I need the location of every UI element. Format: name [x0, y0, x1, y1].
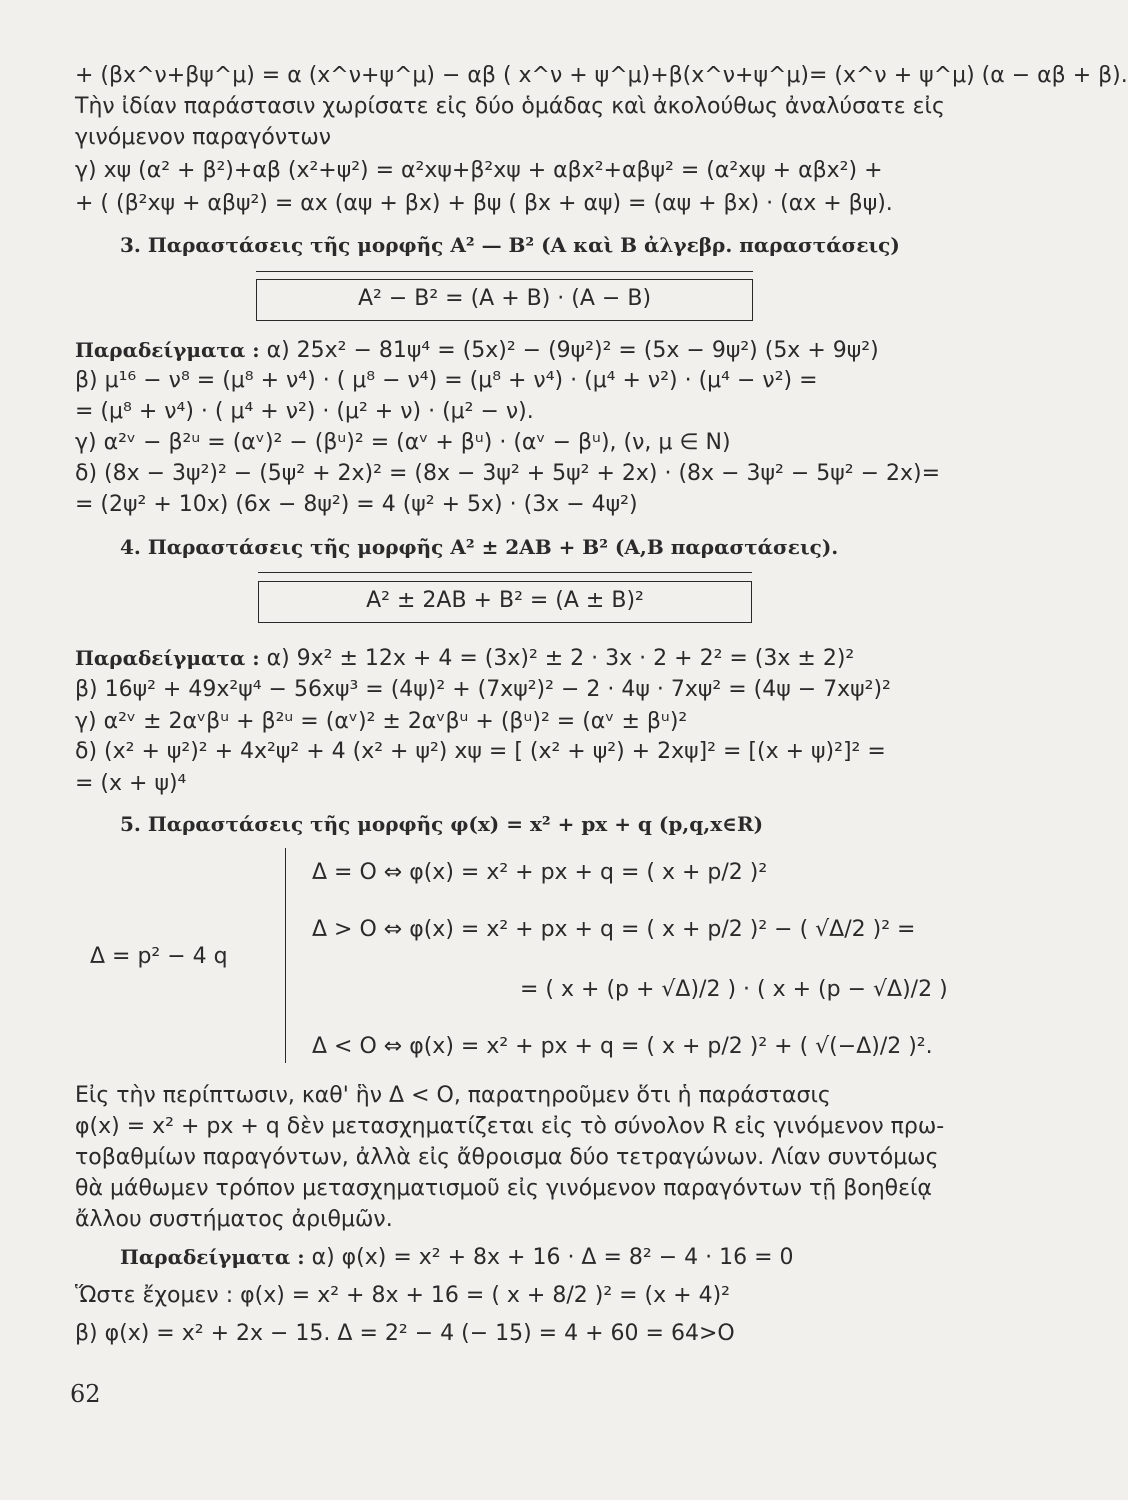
example-line: = (2ψ² + 10x) (6x − 8ψ²) = 4 (ψ² + 5x) · (3x − 4ψ²)	[75, 492, 638, 517]
section-5-heading: 5. Παραστάσεις τῆς μορφῆς φ(x) = x² + px + q (p,q,x∈R)	[120, 812, 764, 836]
examples-label: Παραδείγματα :	[120, 1245, 305, 1269]
example-line: γ) α²ᵛ ± 2αᵛβᵘ + β²ᵘ = (αᵛ)² ± 2αᵛβᵘ + (βᵘ)² = (αᵛ ± βᵘ)²	[75, 709, 688, 734]
text-line: ἄλλου συστήματος ἀριθμῶν.	[75, 1207, 393, 1232]
example-line: δ) (x² + ψ²)² + 4x²ψ² + 4 (x² + ψ²) xψ = [ (x² + ψ²) + 2xψ]² = [(x + ψ)²]² =	[75, 739, 886, 764]
example-text: α) φ(x) = x² + 8x + 16 · Δ = 8² − 4 · 16 = 0	[304, 1245, 794, 1270]
example-text: α) 9x² ± 12x + 4 = (3x)² ± 2 · 3x · 2 + 2² = (3x ± 2)²	[259, 646, 855, 671]
formula-box: A² − B² = (A + B) · (A − B)	[256, 279, 753, 321]
text-line: + (βx^ν+βψ^μ) = α (x^ν+ψ^μ) − αβ ( x^ν + ψ^μ)+β(x^ν+ψ^μ)= (x^ν + ψ^μ) (α − αβ + β).	[75, 63, 1128, 88]
example-line	[120, 1243, 935, 1272]
text-line: τοβαθμίων παραγόντων, ἀλλὰ εἰς ἄθροισμα δύο τετραγώνων. Λίαν συντόμως	[75, 1145, 939, 1170]
example-line	[75, 336, 935, 365]
example-line: β) 16ψ² + 49x²ψ⁴ − 56xψ³ = (4ψ)² + (7xψ²)² − 2 · 4ψ · 7xψ² = (4ψ − 7xψ²)²	[75, 677, 891, 702]
case-delta-positive: Δ > O ⇔ φ(x) = x² + px + q = ( x + p/2 )² − ( √Δ/2 )² =	[312, 917, 916, 942]
text-line: φ(x) = x² + px + q δὲν μετασχηματίζεται εἰς τὸ σύνολον R εἰς γινόμενον πρω-	[75, 1114, 945, 1139]
example-line: Ὥστε ἔχομεν : φ(x) = x² + 8x + 16 = ( x + 8/2 )² = (x + 4)²	[75, 1283, 730, 1308]
case-delta-positive-factored: = ( x + (p + √Δ)/2 ) · ( x + (p − √Δ)/2 )	[520, 977, 948, 1002]
example-line: β) φ(x) = x² + 2x − 15. Δ = 2² − 4 (− 15) = 4 + 60 = 64>O	[75, 1321, 735, 1346]
text-line: θὰ μάθωμεν τρόπον μετασχηματισμοῦ εἰς γινόμενον παραγόντων τῇ βοηθείᾳ	[75, 1176, 932, 1201]
example-text: α) 25x² − 81ψ⁴ = (5x)² − (9ψ²)² = (5x − 9ψ²) (5x + 9ψ²)	[259, 338, 879, 363]
example-line: δ) (8x − 3ψ²)² − (5ψ² + 2x)² = (8x − 3ψ² + 5ψ² + 2x) · (8x − 3ψ² − 5ψ² − 2x)=	[75, 461, 941, 486]
text-line: Εἰς τὴν περίπτωσιν, καθ' ἣν Δ < O, παρατηροῦμεν ὅτι ἡ παράστασις	[75, 1083, 831, 1108]
example-line: β) μ¹⁶ − ν⁸ = (μ⁸ + ν⁴) · ( μ⁸ − ν⁴) = (μ⁸ + ν⁴) · (μ⁴ + ν²) · (μ⁴ − ν²) =	[75, 368, 818, 393]
formula-box-top-rule	[256, 271, 753, 272]
case-delta-negative: Δ < O ⇔ φ(x) = x² + px + q = ( x + p/2 )² + ( √(−Δ)/2 )².	[312, 1034, 933, 1059]
formula-box-top-rule	[258, 572, 752, 573]
example-line: = (x + ψ)⁴	[75, 771, 187, 796]
formula-box: A² ± 2AB + B² = (A ± B)²	[258, 581, 752, 623]
text-line: + ( (β²xψ + αβψ²) = αx (αψ + βx) + βψ ( βx + αψ) = (αψ + βx) · (αx + βψ).	[75, 191, 893, 216]
text-line: γ) xψ (α² + β²)+αβ (x²+ψ²) = α²xψ+β²xψ + αβx²+αβψ² = (α²xψ + αβx²) +	[75, 158, 883, 183]
page-number: 62	[70, 1380, 101, 1408]
examples-label: Παραδείγματα :	[75, 646, 260, 670]
case-delta-zero: Δ = O ⇔ φ(x) = x² + px + q = ( x + p/2 )²	[312, 860, 768, 885]
example-line	[75, 644, 935, 673]
text-line: γινόμενον παραγόντων	[75, 125, 332, 150]
example-line: γ) α²ᵛ − β²ᵘ = (αᵛ)² − (βᵘ)² = (αᵛ + βᵘ) · (αᵛ − βᵘ), (ν, μ ∈ N)	[75, 430, 731, 455]
discriminant-definition: Δ = p² − 4 q	[90, 944, 228, 969]
text-line: Τὴν ἰδίαν παράστασιν χωρίσατε εἰς δύο ὁμάδας καὶ ἀκολούθως ἀναλύσατε εἰς	[75, 94, 945, 119]
vertical-divider	[285, 848, 286, 1063]
example-line: = (μ⁸ + ν⁴) · ( μ⁴ + ν²) · (μ² + ν) · (μ² − ν).	[75, 399, 534, 424]
section-4-heading: 4. Παραστάσεις τῆς μορφῆς A² ± 2AB + B² (A,B παραστάσεις).	[120, 535, 839, 559]
section-3-heading: 3. Παραστάσεις τῆς μορφῆς A² — B² (A καὶ B ἀλγεβρ. παραστάσεις)	[120, 233, 900, 257]
examples-label: Παραδείγματα :	[75, 338, 260, 362]
